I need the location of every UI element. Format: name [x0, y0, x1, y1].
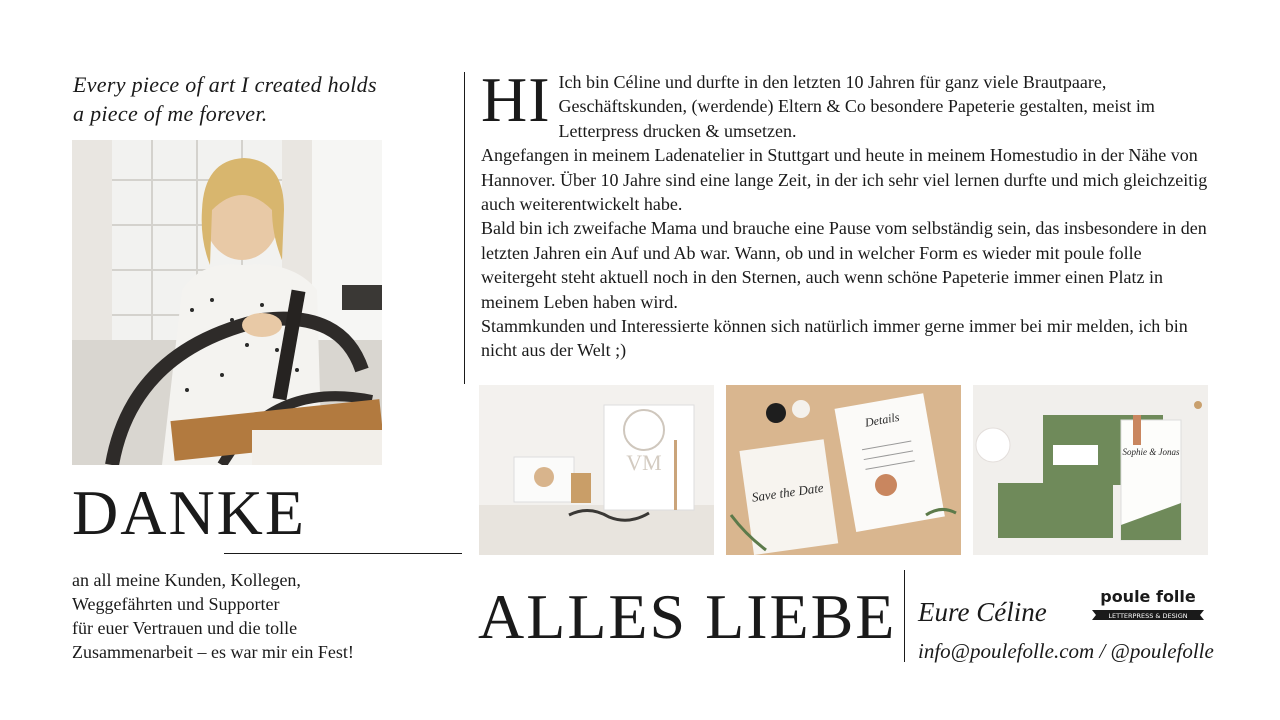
product-photo-wedding-invitation	[973, 385, 1208, 555]
intro-paragraph: Angefangen in meinem Ladenatelier in Stuttgart und heute in meinem Homestudio in der Nähe von Hannover. Über 10 Jahre sind eine lange Zeit, in der ich sehr viel lernen durfte und mich gleichzeitig auch weiterentwickelt habe.	[481, 145, 1208, 215]
business-cards-illustration	[479, 385, 714, 555]
svg-text:LETTERPRESS & DESIGN: LETTERPRESS & DESIGN	[1108, 612, 1188, 620]
portrait-illustration	[72, 140, 382, 465]
thanks-line: an all meine Kunden, Kollegen,	[72, 570, 301, 590]
intro-paragraph: Bald bin ich zweifache Mama und brauche eine Pause vom selbständig sein, das insbesondere in den letzten Jahren ein Auf und Ab war. Wann, ob und in welcher Form es wieder mit poule folle weitergeht steht aktuell noch in den Sternen, auch wenn schöne Papeterie immer einen Platz in meinem Leben haben wird.	[481, 218, 1207, 312]
wedding-invitation-illustration	[973, 385, 1208, 555]
intro-paragraph: Stammkunden und Interessierte können sich natürlich immer gerne immer bei mir melden, ich bin nicht aus der Welt ;)	[481, 316, 1188, 361]
thanks-line: Weggefährten und Supporter	[72, 594, 280, 614]
contact-info: info@poulefolle.com / @poulefolle	[918, 639, 1214, 663]
thanks-line: Zusammenarbeit – es war mir ein Fest!	[72, 642, 354, 662]
details-label: Details	[863, 409, 901, 430]
product-photo-business-cards	[479, 385, 714, 555]
logo-mark	[1088, 582, 1208, 628]
invitation-names: Sophie & Jonas	[1122, 447, 1180, 457]
drop-cap: HI	[481, 64, 551, 135]
thanks-line: für euer Vertrauen und die tolle	[72, 618, 298, 638]
quote	[73, 70, 413, 128]
portrait-photo	[72, 140, 382, 465]
quote-line: Every piece of art I created holds	[73, 72, 377, 97]
thanks-text	[72, 568, 432, 664]
svg-text:poule folle: poule folle	[1100, 587, 1196, 606]
danke-heading: DANKE	[72, 477, 306, 548]
svg-text:VM: VM	[626, 450, 662, 475]
signature: Eure Céline	[918, 597, 1047, 627]
quote-line: a piece of me forever.	[73, 101, 268, 126]
product-photo-save-the-date	[726, 385, 961, 555]
divider-vertical	[904, 570, 905, 662]
intro-paragraph: Ich bin Céline und durfte in den letzten 10 Jahren für ganz viele Brautpaare, Geschäftskunden, (werdende) Eltern & Co besondere Papeterie gestalten, meist im Letterpress drucken & umsetzen.	[558, 72, 1155, 141]
intro-text	[481, 64, 1211, 363]
save-the-date-label: Save the Date	[750, 479, 825, 505]
save-the-date-illustration	[726, 385, 961, 555]
divider-vertical	[464, 72, 465, 384]
alles-liebe-heading: ALLES LIEBE	[478, 581, 897, 652]
divider-horizontal	[224, 553, 462, 554]
poule-folle-logo	[1088, 582, 1208, 628]
